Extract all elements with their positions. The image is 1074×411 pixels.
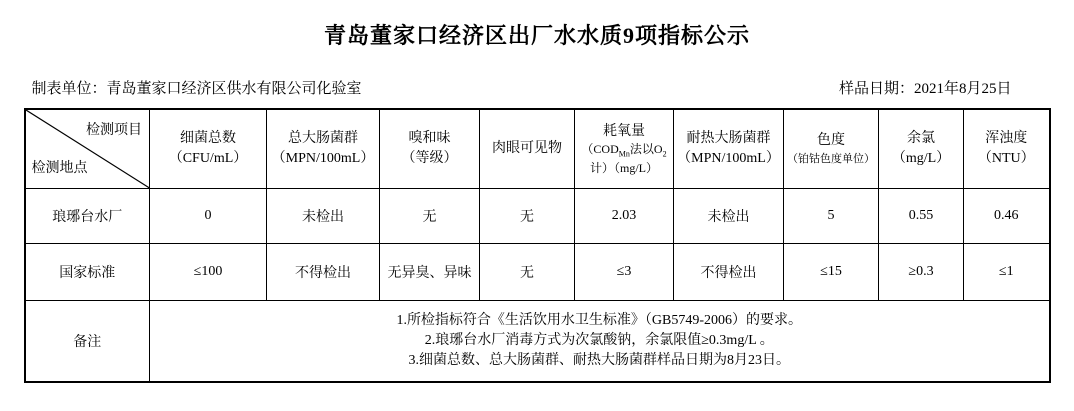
col-header-oxygen-consumption: 耗氧量 （$COD_{Mn}$法以$O_2$计）（mg/L） xyxy=(575,109,674,189)
cell-value: 不得检出 xyxy=(267,244,380,301)
remark-line-2: 2.琅琊台水厂消毒方式为次氯酸钠，余氯限值≥0.3mg/L 。 xyxy=(424,332,774,348)
cell-value: ≥0.3 xyxy=(879,244,964,301)
cell-value: ≤15 xyxy=(784,244,879,301)
col-header-residual-chlorine: 余氯 （mg/L） xyxy=(879,109,964,189)
o2-subscript: 2 xyxy=(662,149,667,159)
col-header-thermotolerant-coliform: 耐热大肠菌群 （MPN/100mL） xyxy=(674,109,784,189)
col-header-total-coliform: 总大肠菌群 （MPN/100mL） xyxy=(267,109,380,189)
corner-diagonal-cell xyxy=(26,110,150,188)
cell-value: ≤1 xyxy=(964,244,1050,301)
cell-value: 0 xyxy=(150,189,267,244)
cell-value: 未检出 xyxy=(267,189,380,244)
cell-value: ≤100 xyxy=(150,244,267,301)
issuer-label: 制表单位：青岛董家口经济区供水有限公司化验室 xyxy=(31,81,362,97)
meta-row xyxy=(25,77,1050,98)
col-header-chroma: 色度 （铂钴色度单位） xyxy=(784,109,879,189)
remark-label: 备注 xyxy=(25,301,150,382)
table-header-row xyxy=(25,109,1050,189)
table-row-remark xyxy=(25,301,1050,382)
cod-unit-line: （$COD_{Mn}$法以$O_2$计）（mg/L） xyxy=(581,141,667,176)
cell-value: 0.46 xyxy=(964,189,1050,244)
table-row-langyatai-plant xyxy=(25,189,1050,244)
cell-value: 未检出 xyxy=(674,189,784,244)
corner-label-items: 检测项目 xyxy=(86,123,142,138)
cod-subscript-mn: Mn xyxy=(618,149,630,159)
cell-value: 无 xyxy=(480,244,575,301)
corner-header-cell xyxy=(25,109,150,189)
cell-value: 无 xyxy=(480,189,575,244)
col-header-visible-matter: 肉眼可见物 xyxy=(480,109,575,189)
col-header-turbidity: 浑浊度 （NTU） xyxy=(964,109,1050,189)
water-quality-table xyxy=(24,108,1051,383)
cell-value: 0.55 xyxy=(879,189,964,244)
cell-value: 无异臭、异味 xyxy=(380,244,480,301)
remark-line-3: 3.细菌总数、总大肠菌群、耐热大肠菌群样品日期为8月23日。 xyxy=(408,352,790,368)
page-title: 青岛董家口经济区出厂水水质9项指标公示 xyxy=(323,23,750,48)
table-row-national-standard xyxy=(25,244,1050,301)
remark-content xyxy=(150,301,1050,382)
cell-value: ≤3 xyxy=(575,244,674,301)
col-header-odor-taste: 嗅和味 （等级） xyxy=(380,109,480,189)
col-header-bacteria-count: 细菌总数 （CFU/mL） xyxy=(150,109,267,189)
cell-value: 2.03 xyxy=(575,189,674,244)
sample-date-label: 样品日期：2021年8月25日 xyxy=(838,81,1012,97)
row-label-standard: 国家标准 xyxy=(25,244,150,301)
corner-label-location: 检测地点 xyxy=(31,161,88,176)
cell-value: 无 xyxy=(380,189,480,244)
remark-line-1: 1.所检指标符合《生活饮用水卫生标准》（GB5749-2006）的要求。 xyxy=(396,312,803,328)
cell-value: 5 xyxy=(784,189,879,244)
cell-value: 不得检出 xyxy=(674,244,784,301)
row-label-plant: 琅琊台水厂 xyxy=(25,189,150,244)
